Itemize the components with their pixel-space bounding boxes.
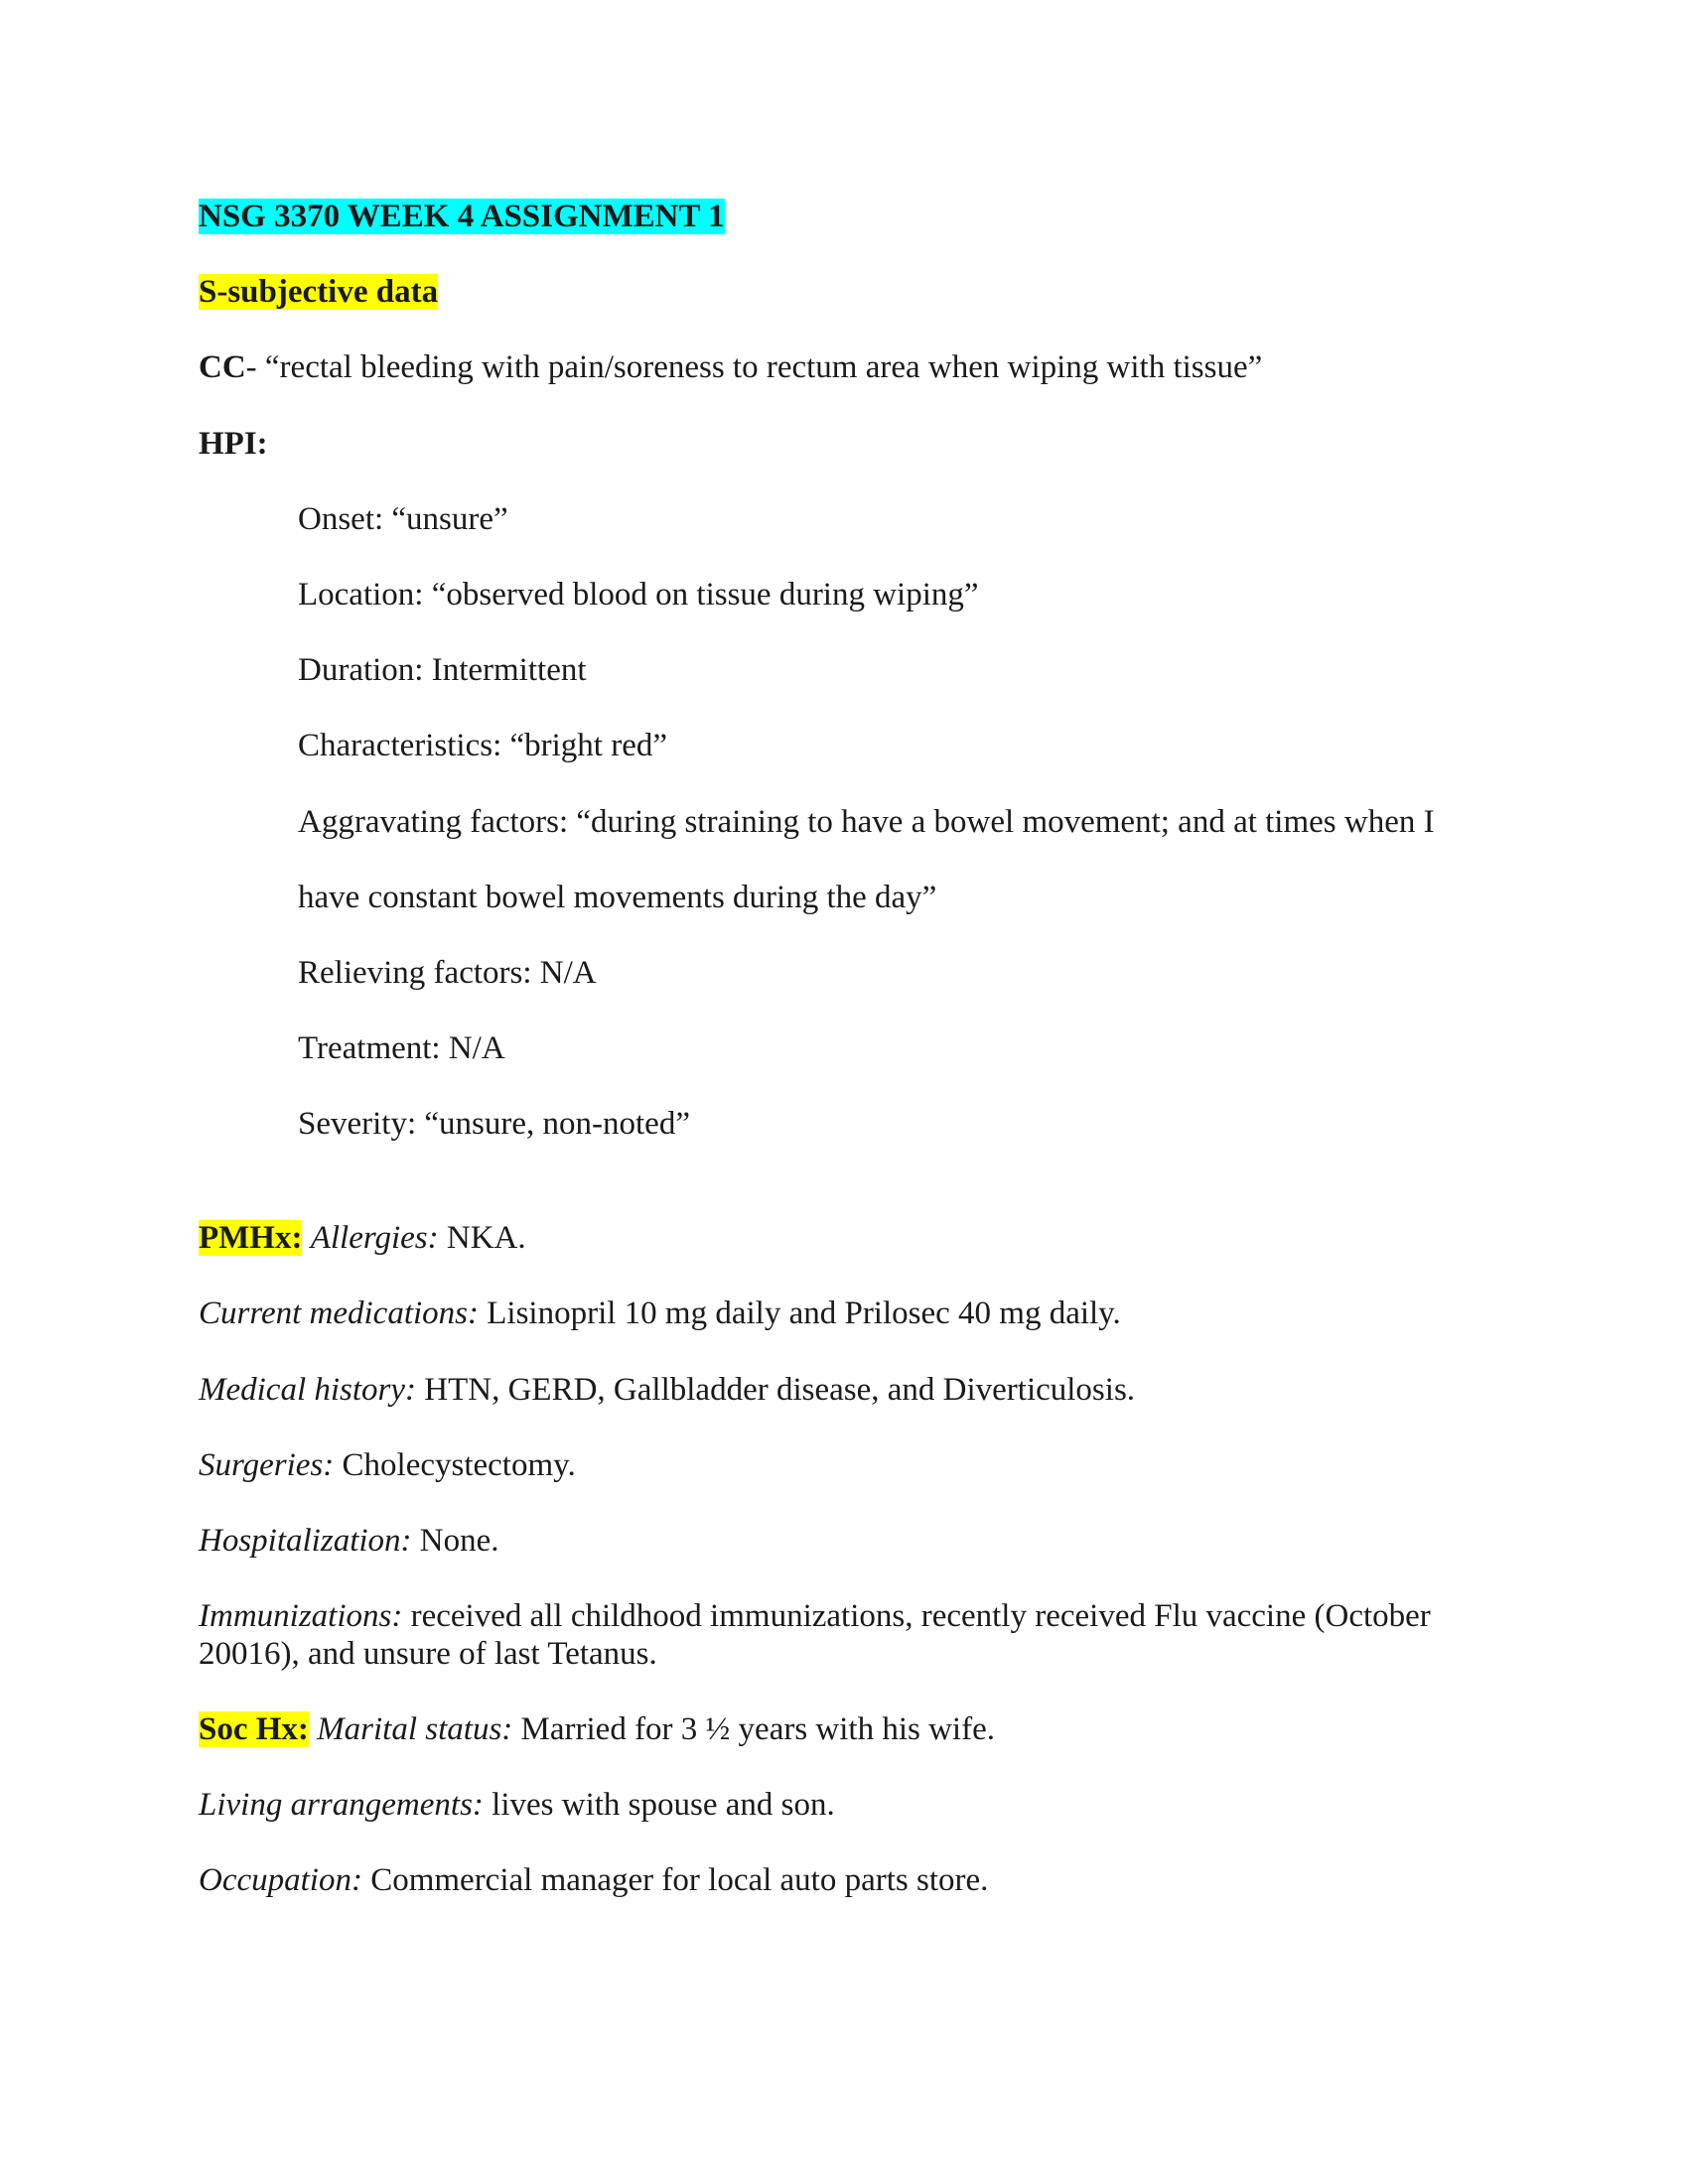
soc-hx-label: Soc Hx: (199, 1711, 309, 1747)
living-arrangements-value: lives with spouse and son. (483, 1787, 835, 1823)
hospitalization-label: Hospitalization: (199, 1523, 412, 1559)
marital-status-label: Marital status: (317, 1711, 513, 1747)
document-title: NSG 3370 WEEK 4 ASSIGNMENT 1 (199, 199, 725, 234)
hpi-item: Characteristics: “bright red” (298, 728, 668, 763)
occupation-value: Commercial manager for local auto parts store. (361, 1862, 989, 1898)
hpi-item: Duration: Intermittent (298, 652, 587, 688)
chief-complaint (199, 347, 1262, 387)
hpi-heading-line (199, 424, 268, 464)
medical-history-line (199, 1370, 1135, 1410)
hpi-item: Aggravating factors: “during straining to have a bowel movement; and at times when I (298, 804, 1435, 840)
allergies-value: NKA. (438, 1220, 526, 1256)
subjective-heading: S-subjective data (199, 274, 439, 310)
soc-hx-marital-line (199, 1709, 995, 1749)
hpi-label: HPI: (199, 426, 268, 462)
current-medications-label: Current medications: (199, 1296, 479, 1331)
hospitalization-line (199, 1521, 499, 1561)
cc-label: CC (199, 349, 246, 385)
pmhx-label: PMHx: (199, 1220, 303, 1256)
hpi-item: Relieving factors: N/A (298, 955, 597, 991)
immunizations-value-continued: 20016), and unsure of last Tetanus. (199, 1636, 657, 1672)
hpi-item: Treatment: N/A (298, 1030, 505, 1066)
pmhx-allergies-line (199, 1218, 526, 1258)
surgeries-label: Surgeries: (199, 1447, 335, 1483)
document-title-line (199, 197, 725, 236)
surgeries-line (199, 1445, 576, 1485)
hpi-item: Severity: “unsure, non-noted” (298, 1106, 690, 1142)
hpi-item: Location: “observed blood on tissue during wiping” (298, 577, 979, 613)
current-medications-line (199, 1294, 1121, 1333)
allergies-label: Allergies: (310, 1220, 439, 1256)
living-arrangements-label: Living arrangements: (199, 1787, 484, 1823)
medical-history-label: Medical history: (199, 1372, 417, 1408)
marital-status-value: Married for 3 ½ years with his wife. (512, 1711, 995, 1747)
hospitalization-value: None. (411, 1523, 499, 1559)
cc-text: - “rectal bleeding with pain/soreness to rectum area when wiping with tissue” (245, 349, 1263, 385)
immunizations-line (199, 1596, 1431, 1636)
hpi-item: have constant bowel movements during the day” (298, 880, 937, 915)
living-arrangements-line (199, 1785, 835, 1825)
medical-history-value: HTN, GERD, Gallbladder disease, and Diverticulosis. (416, 1372, 1136, 1408)
occupation-line (199, 1860, 988, 1900)
immunizations-label: Immunizations: (199, 1598, 403, 1634)
surgeries-value: Cholecystectomy. (334, 1447, 576, 1483)
immunizations-value: received all childhood immunizations, recently received Flu vaccine (October (402, 1598, 1431, 1634)
occupation-label: Occupation: (199, 1862, 362, 1898)
immunizations-line-2 (199, 1634, 657, 1674)
hpi-item: Onset: “unsure” (298, 501, 508, 537)
current-medications-value: Lisinopril 10 mg daily and Prilosec 40 mg daily. (479, 1296, 1121, 1331)
subjective-heading-line (199, 272, 438, 312)
